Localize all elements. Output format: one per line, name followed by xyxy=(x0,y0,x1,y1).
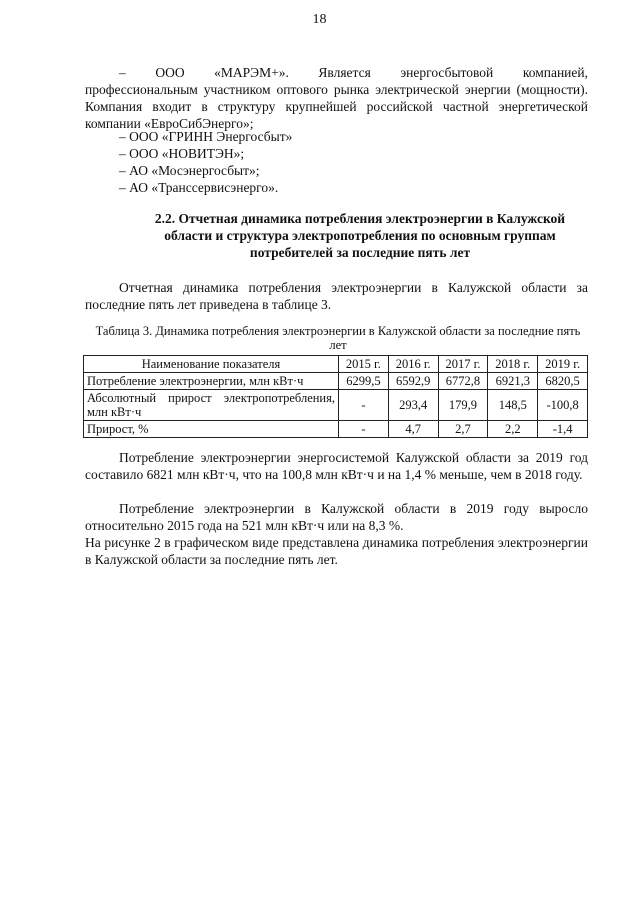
intro-paragraph: профессиональным участником оптового рынка электрической энергии (мощности). Компания входит в структуру крупнейшей российской частной энергетической компании «ЕвроСибЭнерго»; xyxy=(85,82,588,131)
list-item: – АО «Транссервисэнерго». xyxy=(119,180,279,195)
table-cell: 6772,8 xyxy=(438,373,488,390)
page-number: 18 xyxy=(312,12,327,27)
table-cell: 6592,9 xyxy=(388,373,438,390)
table-cell: 6299,5 xyxy=(339,373,389,390)
table-cell: -100,8 xyxy=(538,390,588,421)
table-row xyxy=(84,373,588,390)
table-cell: 6921,3 xyxy=(488,373,538,390)
column-header: Наименование показателя xyxy=(84,356,339,373)
column-header: 2019 г. xyxy=(538,356,588,373)
paragraph-table-intro: Отчетная динамика потребления электроэнергии в Калужской области за последние пять лет приведена в таблице 3. xyxy=(85,280,588,312)
paragraph-figure-reference: На рисунке 2 в графическом виде представлена динамика потребления электроэнергии в Калужской области за последние пять лет. xyxy=(85,535,588,567)
row-label: Потребление электроэнергии, млн кВт·ч xyxy=(84,373,339,390)
table-cell: 179,9 xyxy=(438,390,488,421)
table-cell: 2,7 xyxy=(438,421,488,438)
list-item: – ООО «НОВИТЭН»; xyxy=(119,146,245,161)
table-cell: -1,4 xyxy=(538,421,588,438)
table-cell: 2,2 xyxy=(488,421,538,438)
table-cell: 6820,5 xyxy=(538,373,588,390)
table-row xyxy=(84,390,588,421)
table-caption: Таблица 3. Динамика потребления электроэнергии в Калужской области за последние пять лет xyxy=(95,324,581,352)
paragraph-2019-consumption: Потребление электроэнергии энергосистемой Калужской области за 2019 год составило 6821 млн кВт·ч, что на 100,8 млн кВт·ч и на 1,4 % меньше, чем в 2018 году. xyxy=(85,450,588,482)
table-cell: - xyxy=(339,421,389,438)
row-label: Абсолютный прирост электропотребления, млн кВт·ч xyxy=(84,390,339,421)
table-cell: 4,7 xyxy=(388,421,438,438)
column-header: 2015 г. xyxy=(339,356,389,373)
list-item: – АО «Мосэнергосбыт»; xyxy=(119,163,260,178)
column-header: 2018 г. xyxy=(488,356,538,373)
paragraph-growth-since-2015: Потребление электроэнергии в Калужской области в 2019 году выросло относительно 2015 года на 521 млн кВт·ч или на 8,3 %. xyxy=(85,501,588,533)
consumption-table xyxy=(83,355,588,438)
row-label: Прирост, % xyxy=(84,421,339,438)
table-cell: 293,4 xyxy=(388,390,438,421)
table-cell: 148,5 xyxy=(488,390,538,421)
list-item: – ООО «ГРИНН Энергосбыт» xyxy=(119,129,293,144)
company-list xyxy=(119,128,292,196)
table-cell: - xyxy=(339,390,389,421)
table-row xyxy=(84,421,588,438)
intro-line-1: – ООО «МАРЭМ+». Является энергосбытовой компанией, xyxy=(119,65,588,80)
column-header: 2016 г. xyxy=(388,356,438,373)
table-header-row xyxy=(84,356,588,373)
column-header: 2017 г. xyxy=(438,356,488,373)
section-heading: 2.2. Отчетная динамика потребления электроэнергии в Калужской области и структура электропотребления по основным группам потребителей за последние пять лет xyxy=(154,211,566,260)
